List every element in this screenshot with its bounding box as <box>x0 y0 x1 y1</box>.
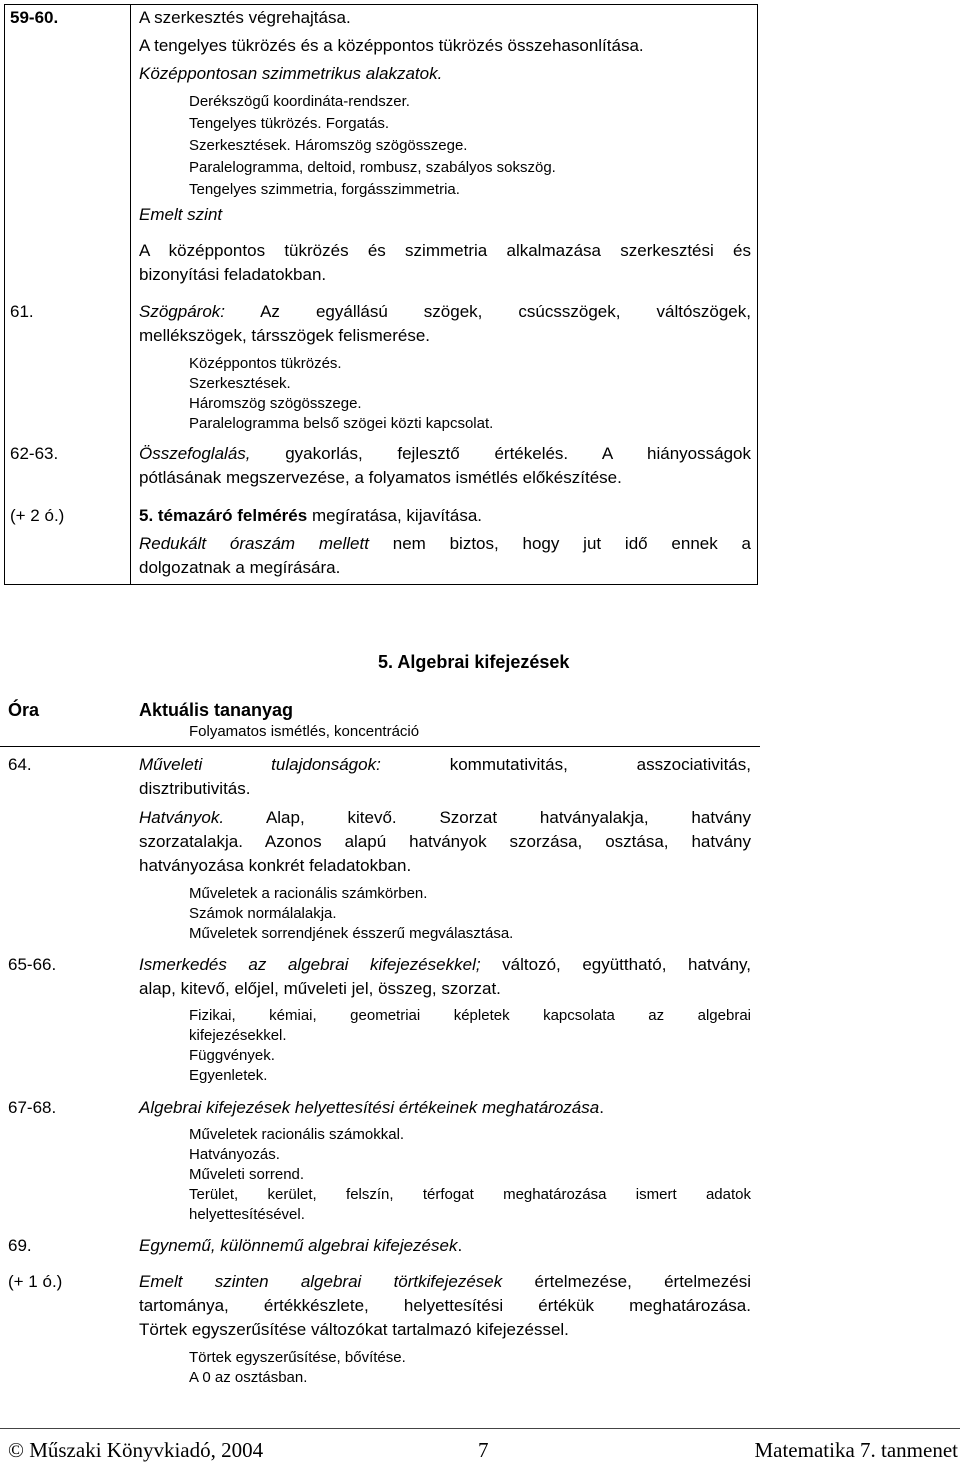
hour-cell: 59-60. <box>10 8 59 27</box>
review-item: Törtek egyszerűsítése, bővítése. <box>189 1349 406 1366</box>
review-item: Szerkesztések. Háromszög szögösszege. <box>189 137 468 154</box>
topic-line <box>139 300 751 324</box>
review-item: Paralelogramma belső szögei közti kapcsolat. <box>189 415 494 432</box>
topic-line: pótlásának megszervezése, a folyamatos ismétlés előkészítése. <box>139 468 622 487</box>
review-item: Tengelyes tükrözés. Forgatás. <box>189 115 390 132</box>
topic-keyword: Algebrai kifejezések helyettesítési értékeinek meghatározása <box>139 1098 600 1117</box>
test-label: 5. témazáró felmérés <box>139 506 308 525</box>
review-item: Műveletek sorrendjének ésszerű megválasztása. <box>189 925 514 942</box>
topic-text: értelmezése, értelmezési <box>534 1272 751 1291</box>
review-item: Terület, kerület, felszín, térfogat meghatározása ismert adatok <box>189 1186 751 1203</box>
topic-line <box>139 806 751 830</box>
review-item: Középpontos tükrözés. <box>189 355 342 372</box>
review-item: Hatványozás. <box>189 1146 280 1163</box>
topic-keyword: Emelt szinten algebrai törtkifejezések <box>139 1272 503 1291</box>
topic-line: disztributivitás. <box>139 779 251 798</box>
review-item: Tengelyes szimmetria, forgásszimmetria. <box>189 181 460 198</box>
topic-line: A tengelyes tükrözés és a középpontos tükrözés összehasonlítása. <box>139 36 644 55</box>
hour-cell: 69. <box>8 1236 32 1255</box>
review-item: Fizikai, kémiai, geometriai képletek kapcsolata az algebrai <box>189 1007 751 1024</box>
topic-line <box>139 1270 751 1294</box>
topic-line <box>139 532 751 556</box>
topic-keyword: Szögpárok: <box>139 302 225 321</box>
extra-hours: (+ 2 ó.) <box>10 506 65 525</box>
review-item: Függvények. <box>189 1047 275 1064</box>
hour-cell: 62-63. <box>10 444 59 463</box>
topic-text: gyakorlás, fejlesztő értékelés. A hiányosságok <box>285 444 751 463</box>
review-item: Háromszög szögösszege. <box>189 395 362 412</box>
copyright-text: © Műszaki Könyvkiadó, 2004 <box>8 1438 264 1462</box>
topic-line: alap, kitevő, előjel, műveleti jel, összeg, szorzat. <box>139 979 501 998</box>
column-header-hour: Óra <box>8 700 40 720</box>
advanced-level-label: Emelt szint <box>139 205 223 224</box>
topic-line: szorzatalakja. Azonos alapú hatványok szorzása, osztása, hatvány <box>139 832 751 851</box>
topic-text: nem biztos, hogy jut idő ennek a <box>392 534 751 553</box>
column-header-review: Folyamatos ismétlés, koncentráció <box>189 723 420 740</box>
topic-line <box>139 753 751 777</box>
table-border-bottom <box>4 584 758 585</box>
section-title: 5. Algebrai kifejezések <box>378 652 570 672</box>
topic-line <box>139 953 751 977</box>
review-item: Számok normálalakja. <box>189 905 337 922</box>
topic-text: megíratása, kijavítása. <box>311 506 483 525</box>
table-border-top <box>4 4 758 5</box>
hour-cell: 65-66. <box>8 955 57 974</box>
topic-line <box>139 442 751 466</box>
header-separator <box>0 746 760 747</box>
topic-line: Középpontosan szimmetrikus alakzatok. <box>139 64 443 83</box>
topic-keyword: Ismerkedés az algebrai kifejezésekkel; <box>139 955 481 974</box>
topic-keyword: Redukált óraszám mellett <box>139 534 369 553</box>
topic-punctuation: . <box>599 1098 604 1117</box>
topic-line: Törtek egyszerűsítése változókat tartalmazó kifejezéssel. <box>139 1320 569 1339</box>
review-item: Szerkesztések. <box>189 375 291 392</box>
topic-line: hatványozása konkrét feladatokban. <box>139 856 412 875</box>
review-item: kifejezésekkel. <box>189 1027 287 1044</box>
review-item: Műveletek racionális számokkal. <box>189 1126 405 1143</box>
page-footer <box>0 1438 960 1464</box>
topic-keyword: Egynemű, különnemű algebrai kifejezések <box>139 1236 458 1255</box>
topic-line: A középpontos tükrözés és szimmetria alkalmazása szerkesztési és <box>139 241 751 260</box>
table-border-left <box>4 4 5 585</box>
review-item: Paralelogramma, deltoid, rombusz, szabályos sokszög. <box>189 159 556 176</box>
topic-line: tartománya, értékkészlete, helyettesítési értékük meghatározása. <box>139 1296 751 1315</box>
table-border-right <box>757 4 758 585</box>
page-number: 7 <box>478 1438 489 1462</box>
hour-cell: 61. <box>10 302 34 321</box>
topic-text: kommutativitás, asszociativitás, <box>449 755 751 774</box>
document-title: Matematika 7. tanmenet <box>754 1438 958 1462</box>
topic-line: bizonyítási feladatokban. <box>139 265 327 284</box>
review-item: Egyenletek. <box>189 1067 268 1084</box>
review-item: Műveletek a racionális számkörben. <box>189 885 428 902</box>
hour-cell: 67-68. <box>8 1098 57 1117</box>
topic-line: dolgozatnak a megírására. <box>139 558 341 577</box>
topic-line: A szerkesztés végrehajtása. <box>139 8 351 27</box>
review-item: Derékszögű koordináta-rendszer. <box>189 93 410 110</box>
topic-line: mellékszögek, társszögek felismerése. <box>139 326 431 345</box>
topic-keyword: Összefoglalás, <box>139 444 251 463</box>
review-item: Műveleti sorrend. <box>189 1166 305 1183</box>
topic-punctuation: . <box>457 1236 463 1255</box>
topic-keyword: Hatványok. <box>139 808 225 827</box>
footer-rule <box>0 1428 960 1429</box>
hour-cell: 64. <box>8 755 32 774</box>
review-item: A 0 az osztásban. <box>189 1369 308 1386</box>
table-column-divider <box>130 4 131 585</box>
column-header-topic: Aktuális tananyag <box>139 700 294 720</box>
topic-text: változó, együttható, hatvány, <box>502 955 752 974</box>
topic-line <box>139 1234 462 1258</box>
topic-line <box>139 504 482 528</box>
topic-text: Az egyállású szögek, csúcsszögek, váltószögek, <box>260 302 751 321</box>
topic-line <box>139 1096 604 1120</box>
extra-hours: (+ 1 ó.) <box>8 1272 63 1291</box>
topic-keyword: Műveleti tulajdonságok: <box>139 755 381 774</box>
topic-text: Alap, kitevő. Szorzat hatványalakja, hatvány <box>265 808 751 827</box>
review-item: helyettesítésével. <box>189 1206 305 1223</box>
